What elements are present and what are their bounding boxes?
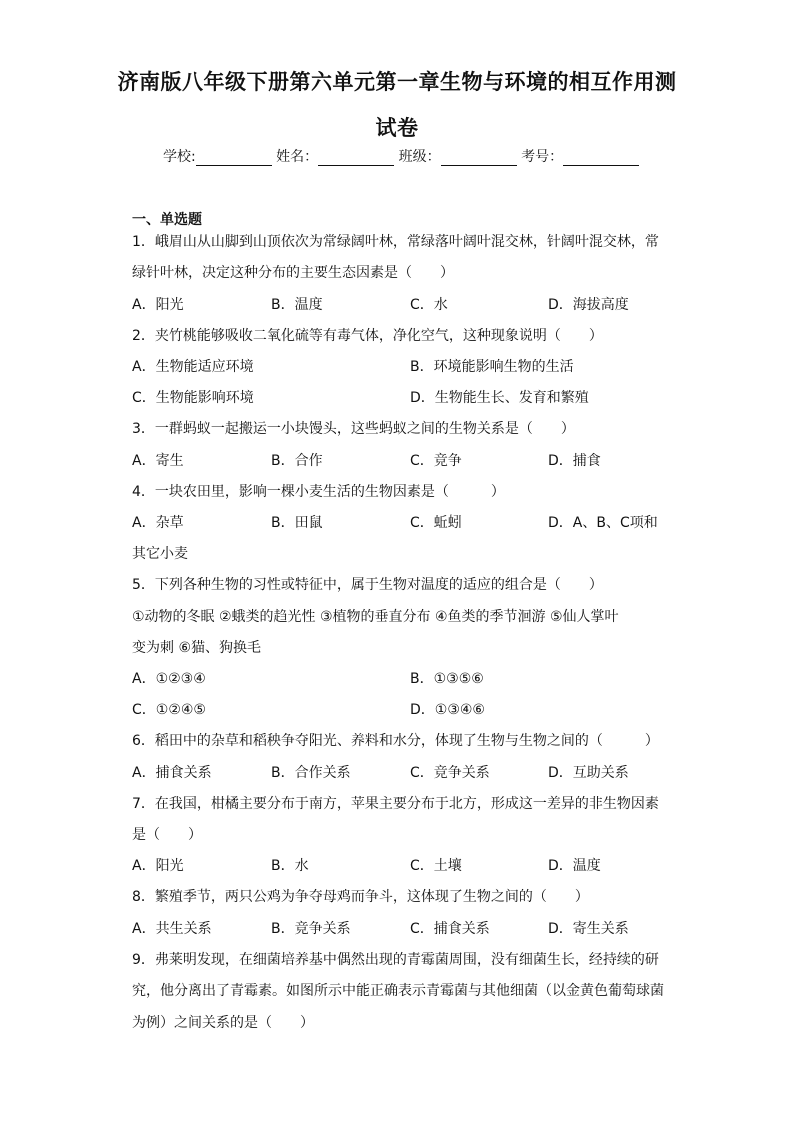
- q7-option-d: D．温度: [548, 858, 601, 874]
- question-5-line1: 5．下列各种生物的习性或特征中，属于生物对温度的适应的组合是（ ）: [132, 577, 603, 593]
- school-label: 学校:: [163, 149, 196, 165]
- q6-option-c: C．竞争关系: [410, 765, 490, 781]
- q4-option-d: D．A、B、C项和: [548, 515, 658, 531]
- question-7-line2: 是（ ）: [132, 827, 202, 843]
- q8-option-b: B．竞争关系: [271, 921, 351, 937]
- question-3-line1: 3．一群蚂蚁一起搬运一小块馒头，这些蚂蚁之间的生物关系是（ ）: [132, 421, 575, 437]
- question-5-line3: 变为刺 ⑥猫、狗换毛: [132, 640, 262, 656]
- q4-option-c: C．蚯蚓: [410, 515, 462, 531]
- q5-option-a: A．①②③④: [132, 671, 206, 687]
- q3-option-c: C．竞争: [410, 453, 462, 469]
- name-label: 姓名：: [276, 149, 319, 165]
- question-4-line1: 4．一块农田里，影响一棵小麦生活的生物因素是（ ）: [132, 484, 505, 500]
- class-label: 班级：: [398, 149, 441, 165]
- question-2-line1: 2．夹竹桃能够吸收二氧化硫等有毒气体，净化空气，这种现象说明（ ）: [132, 328, 603, 344]
- q2-option-c: C．生物能影响环境: [132, 390, 254, 406]
- q2-option-d: D．生物能生长、发育和繁殖: [410, 390, 589, 406]
- q5-option-d: D．①③④⑥: [410, 702, 485, 718]
- question-1-line1: 1．峨眉山从山脚到山顶依次为常绿阔叶林，常绿落叶阔叶混交林，针阔叶混交林，常: [132, 234, 659, 250]
- q5-option-b: B．①③⑤⑥: [410, 671, 484, 687]
- number-blank: [563, 151, 639, 166]
- number-label: 考号：: [521, 149, 564, 165]
- q6-option-b: B．合作关系: [271, 765, 351, 781]
- page-title-line1: 济南版八年级下册第六单元第一章生物与环境的相互作用测: [117, 70, 677, 94]
- q7-option-c: C．土壤: [410, 858, 462, 874]
- q4-option-a: A．杂草: [132, 515, 184, 531]
- q7-option-b: B．水: [271, 858, 309, 874]
- question-6-line1: 6．稻田中的杂草和稻秧争夺阳光、养料和水分，体现了生物与生物之间的（ ）: [132, 733, 659, 749]
- q3-option-b: B．合作: [271, 453, 323, 469]
- q1-option-d: D．海拔高度: [548, 297, 629, 313]
- student-info-row: [163, 146, 639, 166]
- question-1-line2: 绿针叶林，决定这种分布的主要生态因素是（ ）: [132, 265, 454, 281]
- q6-option-a: A．捕食关系: [132, 765, 212, 781]
- q4-option-d-continued: 其它小麦: [132, 546, 188, 562]
- q7-option-a: A．阳光: [132, 858, 184, 874]
- question-9-line3: 为例）之间关系的是（ ）: [132, 1015, 314, 1031]
- q2-option-b: B．环境能影响生物的生活: [410, 359, 574, 375]
- question-7-line1: 7．在我国，柑橘主要分布于南方，苹果主要分布于北方，形成这一差异的非生物因素: [132, 796, 659, 812]
- q1-option-b: B．温度: [271, 297, 323, 313]
- q8-option-c: C．捕食关系: [410, 921, 490, 937]
- question-9-line2: 究，他分离出了青霉素。如图所示中能正确表示青霉菌与其他细菌（以金黄色葡萄球菌: [132, 983, 664, 999]
- q1-option-a: A．阳光: [132, 297, 184, 313]
- page-title-line2: 试卷: [375, 116, 419, 140]
- q8-option-a: A．共生关系: [132, 921, 212, 937]
- question-5-line2: ①动物的冬眠 ②蛾类的趋光性 ③植物的垂直分布 ④鱼类的季节洄游 ⑤仙人掌叶: [132, 609, 619, 625]
- q1-option-c: C．水: [410, 297, 448, 313]
- question-9-line1: 9．弗莱明发现，在细菌培养基中偶然出现的青霉菌周围，没有细菌生长，经持续的研: [132, 952, 659, 968]
- q3-option-a: A．寄生: [132, 453, 184, 469]
- section-title: 一、单选题: [132, 212, 202, 228]
- q6-option-d: D．互助关系: [548, 765, 629, 781]
- q2-option-a: A．生物能适应环境: [132, 359, 254, 375]
- q3-option-d: D．捕食: [548, 453, 601, 469]
- name-blank: [318, 151, 394, 166]
- q4-option-b: B．田鼠: [271, 515, 323, 531]
- school-blank: [196, 151, 272, 166]
- class-blank: [441, 151, 517, 166]
- q5-option-c: C．①②④⑤: [132, 702, 206, 718]
- question-8-line1: 8．繁殖季节，两只公鸡为争夺母鸡而争斗，这体现了生物之间的（ ）: [132, 889, 589, 905]
- q8-option-d: D．寄生关系: [548, 921, 629, 937]
